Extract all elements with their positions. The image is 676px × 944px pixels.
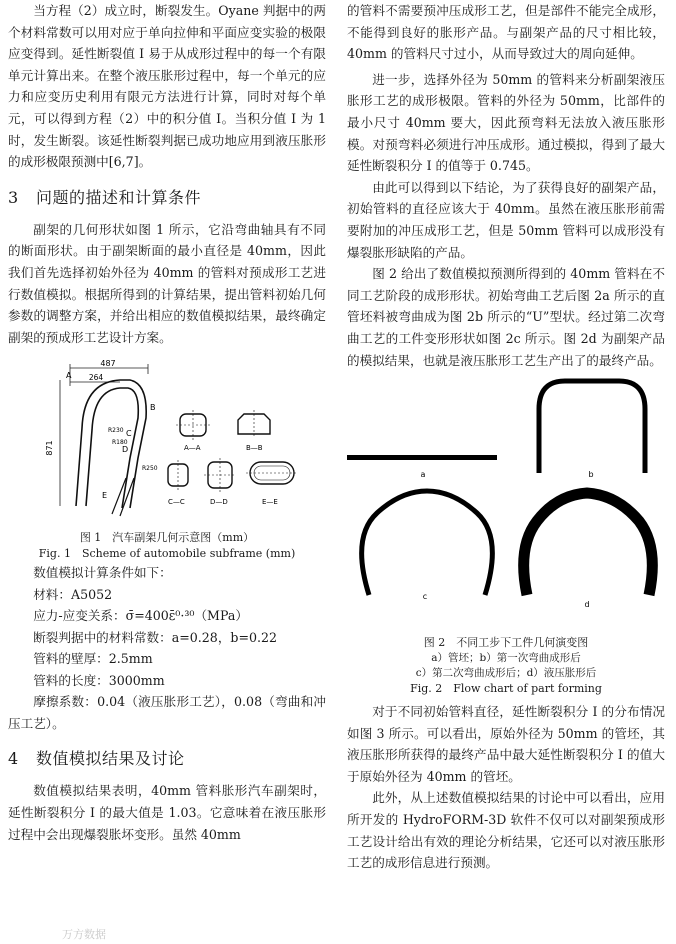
stage-c-label: c bbox=[422, 592, 428, 602]
section-ee-label: E—E bbox=[262, 498, 278, 507]
stage-a-label: a bbox=[420, 470, 426, 480]
watermark: 万方数据 bbox=[62, 928, 106, 941]
condition-stress-strain: 应力-应变关系：σ̄=400ε̄⁰·³⁰（MPa） bbox=[33, 608, 248, 624]
stage-b-shape bbox=[539, 381, 645, 473]
marker-c: C bbox=[126, 429, 132, 439]
section-bb-shape bbox=[238, 410, 270, 438]
subframe-drawing bbox=[8, 358, 326, 518]
condition-material: 材料：A5052 bbox=[33, 586, 113, 602]
stage-a-shape bbox=[347, 455, 497, 460]
continued-paragraph: 的管料不需要预冲压成形工艺，但是部件不能完全成形，不能得到良好的胀形产品。与副架产品的尺寸相比较，40mm 的管料尺寸过小，从而导致过大的周向延伸。 bbox=[347, 3, 665, 62]
section-3-heading bbox=[8, 187, 326, 209]
conditions-title: 数值模拟计算条件如下： bbox=[33, 565, 172, 581]
section-bb-label: B—B bbox=[246, 444, 263, 453]
condition-tube-length: 管料的长度：3000mm bbox=[33, 672, 165, 688]
paragraph-figure-2: 图 2 给出了数值模拟预测所得到的 40mm 管料在不同工艺阶段的成形形状。初始弯曲工艺后图 2a 所示的直管坯料被弯曲成为图 2b 所示的“U”型状。经过第二次弯曲工艺的工件变形形状如图 2c 所示。图 2d 为副架产品的模拟结果，也就是液压胀形工艺生产出了的最终产品。 bbox=[347, 266, 665, 368]
section-3-number: 3 bbox=[8, 187, 19, 207]
marker-a: A bbox=[66, 371, 72, 381]
section-3-title: 问题的描述和计算条件 bbox=[36, 187, 202, 207]
figure-2-caption-cn: 图 2 不同工步下工件几何演变图 bbox=[423, 636, 589, 650]
section-cc-shape bbox=[168, 460, 188, 490]
condition-friction: 摩擦系数：0.04（液压胀形工艺），0.08（弯曲和冲压工艺）。 bbox=[8, 694, 326, 731]
section-cc-label: C—C bbox=[168, 498, 185, 507]
radius-1: R230 bbox=[108, 427, 124, 435]
intro-paragraph: 当方程（2）成立时，断裂发生。Oyane 判据中的两个材料常数可以用对应于单向拉伸和平面应变实验的极限应变得到。延性断裂值 I 易于从成形过程中的每一个有限单元计算出来。在整个液压胀形过程中，每一个单元的应力和应变历史利用有限元方法进行计算，同时对每个单元，可以得到方程（2）中的积分值 I。当积分值 I 为 1 时，发生断裂。该延性断裂判据已成功地应用到液压胀形的成形极限预测中[6,7]。 bbox=[8, 3, 326, 170]
marker-b: B bbox=[150, 403, 156, 413]
stage-c-shape bbox=[362, 491, 493, 595]
section-4-number: 4 bbox=[8, 749, 19, 769]
stage-b-label: b bbox=[588, 470, 594, 480]
condition-fracture-params: 断裂判据中的材料常数：a=0.28，b=0.22 bbox=[33, 629, 278, 645]
section-ee-shape bbox=[246, 462, 298, 484]
figure-1 bbox=[8, 358, 326, 561]
forming-stages-drawing bbox=[347, 377, 665, 625]
section-4-paragraph: 数值模拟结果表明，40mm 管料胀形汽车副架时，延性断裂积分 I 的最大值是 1.03。它意味着在液压胀形过程中会出现爆裂胀坏变形。虽然 40mm bbox=[8, 783, 326, 842]
radius-2: R180 bbox=[112, 439, 128, 447]
section-3-paragraph: 副架的几何形状如图 1 所示，它沿弯曲轴具有不同的断面形状。由于副架断面的最小直径是 40mm，因此我们首先选择初始外径为 40mm 的管料对预成形工艺进行数值模拟。根据所得到的计算结果，提出管料初始几何参数的调整方案，并给出相应的数值模拟结果，最终确定副架的预成形工艺设计方案。 bbox=[8, 221, 326, 345]
radius-3: R250 bbox=[142, 465, 158, 473]
left-column bbox=[8, 0, 326, 845]
simulation-conditions bbox=[8, 562, 326, 734]
figure-2-subcaption-1: a）管坯；b）第一次弯曲成形后 bbox=[431, 652, 581, 665]
figure-2-caption-en: Fig. 2 Flow chart of part forming bbox=[410, 682, 602, 696]
paragraph-software: 此外，从上述数值模拟结果的讨论中可以看出，应用所开发的 HydroFORM-3D 软件不仅可以对副架预成形工艺设计给出有效的理论分析结果，它还可以对液压胀形工艺的成形信息进行预测。 bbox=[347, 790, 665, 871]
dim-264: 264 bbox=[88, 373, 104, 383]
marker-e: E bbox=[102, 491, 108, 501]
dim-487: 487 bbox=[100, 359, 116, 369]
section-4-heading bbox=[8, 748, 326, 770]
right-column bbox=[347, 0, 665, 874]
figure-2-subcaption-2: c）第二次弯曲成形后；d）液压胀形后 bbox=[415, 667, 597, 680]
condition-wall-thickness: 管料的壁厚：2.5mm bbox=[33, 651, 153, 667]
section-dd-label: D—D bbox=[210, 498, 228, 507]
section-dd-shape bbox=[204, 458, 236, 492]
stage-d-shape bbox=[524, 493, 653, 595]
section-aa-shape bbox=[176, 410, 210, 440]
dim-871: 871 bbox=[45, 440, 54, 456]
section-aa-label: A—A bbox=[184, 444, 201, 453]
section-4-title: 数值模拟结果及讨论 bbox=[36, 749, 185, 769]
figure-1-caption-cn: 图 1 汽车副架几何示意图（mm） bbox=[79, 531, 255, 545]
paragraph-figure-3: 对于不同初始管料直径，延性断裂积分 I 的分布情况如图 3 所示。可以看出，原始外径为 50mm 的管坯，其液压胀形所获得的最终产品中最大延性断裂积分 I 的值大于原始外径为 40mm 的管坯。 bbox=[347, 704, 665, 784]
figure-2 bbox=[347, 377, 665, 695]
figure-1-caption-en: Fig. 1 Scheme of automobile subframe (mm) bbox=[38, 547, 296, 561]
paragraph-50mm: 进一步，选择外径为 50mm 的管料来分析副架液压胀形工艺的成形极限。管料的外径为 50mm，比部件的最小尺寸 40mm 要大，因此预弯料无法放入液压胀形模。对预弯料必须进行冲压成形。通过模拟，得到了最大延性断裂积分 I 的值等于 0.745。 bbox=[347, 71, 665, 174]
paragraph-conclusion: 由此可以得到以下结论，为了获得良好的副架产品，初始管料的直径应该大于 40mm。虽然在液压胀形前需要附加的冲压成形工艺，但是 50mm 管料可以成形没有爆裂胀形缺陷的产品。 bbox=[347, 179, 665, 260]
stage-d-label: d bbox=[584, 600, 590, 610]
marker-d: D bbox=[122, 445, 129, 455]
